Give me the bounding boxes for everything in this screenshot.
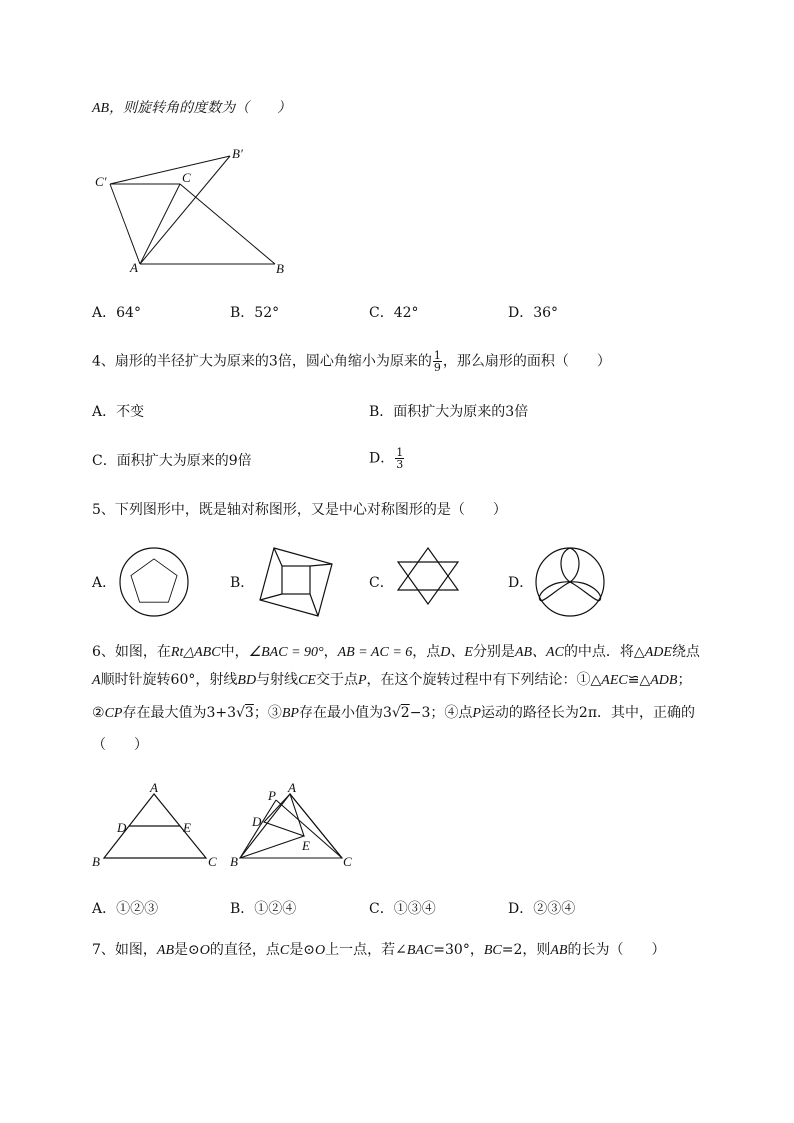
q3-label-a: A [130,260,138,275]
q6-fig2-label-d: D [252,814,262,829]
q4-stem: 4、扇形的半径扩大为原来的3倍，圆心角缩小为原来的 $\frac{1}{9}$ ，那么扇形的面积（ ） [92,349,611,374]
q5-stem: 5、下列图形中，既是轴对称图形，又是中心对称图形的是（ ） [92,502,507,518]
q6-option-d[interactable]: D．②③④ [508,901,576,917]
q5-figure-d-trefoil-circle[interactable] [534,546,606,618]
q6-fig1-label-c: C [208,854,217,869]
q6-option-a[interactable]: A．①②③ [92,901,159,917]
q6-fig2-label-c: C [343,854,352,869]
q6-option-b[interactable]: B．①②④ [230,901,297,917]
q4-optd-fraction: $\frac{1}{3}$ [396,446,404,471]
q4-option-d[interactable]: D． $\frac{1}{3}$ [369,446,404,471]
q3-stem-tail [92,98,291,119]
q3-option-d[interactable]: D．36° [508,305,559,321]
q6-line-1: 6、如图，在Rt△ABC中，∠BAC = 90°，AB = AC = 6，点D、E分别是AB、AC的中点．将△ADE绕点 [92,644,700,660]
q3-option-a[interactable]: A．64° [92,305,141,321]
q6-fig1-label-e: E [183,820,191,835]
q3-option-b[interactable]: B．52° [230,305,280,321]
q6-fig1-label-d: D [117,820,127,835]
q6-fig1-label-b: B [92,854,100,869]
q5-figure-a-pentagon-in-circle[interactable] [118,546,190,618]
q6-fig2-label-p: P [268,788,276,803]
q3-rotation-figure [90,140,300,280]
q6-fig2-label-a: A [288,780,296,795]
q3-label-b: B [276,261,284,276]
q4-option-c[interactable]: C．面积扩大为原来的9倍 [92,453,252,469]
q5-option-a-letter[interactable]: A． [92,575,117,591]
q3-option-c[interactable]: C．42° [369,305,419,321]
q6-line-3: ②CP存在最大值为3+3√3；③BP存在最小值为3√2−3；④点P运动的路径长为2π．其中，正确的 [92,705,696,721]
q6-fig2-label-e: E [302,838,310,853]
q4-fraction: $\frac{1}{9}$ [433,349,441,374]
q3-label-b-prime: B′ [232,146,243,161]
q5-option-b-letter[interactable]: B． [230,575,255,591]
q6-fig2-label-b: B [230,854,238,869]
q6-line-2: A顺时针旋转60°，射线BD与射线CE交于点P，在这个旋转过程中有下列结论：①△AEC≌△ADB； [92,672,692,688]
q4-option-a[interactable]: A．不变 [92,404,145,420]
q3-label-c: C [182,170,191,185]
q6-option-c[interactable]: C．①③④ [369,901,436,917]
q4-option-b[interactable]: B．面积扩大为原来的3倍 [369,404,529,420]
q6-figure-2-rotated-triangle [230,780,360,870]
q7-stem: 7、如图，AB是⊙O的直径，点C是⊙O上一点，若∠BAC=30°，BC=2，则AB的长为（ ） [92,942,666,958]
q6-fig1-label-a: A [150,780,158,795]
q3-stem-text: AB，则旋转角的度数为（ ） [92,101,292,116]
q5-option-c-letter[interactable]: C． [369,575,394,591]
q5-figure-b-pinwheel-square[interactable] [258,546,334,618]
q6-line-4: （ ） [92,737,148,753]
q3-label-c-prime: C′ [95,174,107,189]
q5-option-d-letter[interactable]: D． [508,575,534,591]
q6-figure-1-triangle [92,780,222,870]
q5-figure-c-hexagram[interactable] [394,546,462,606]
